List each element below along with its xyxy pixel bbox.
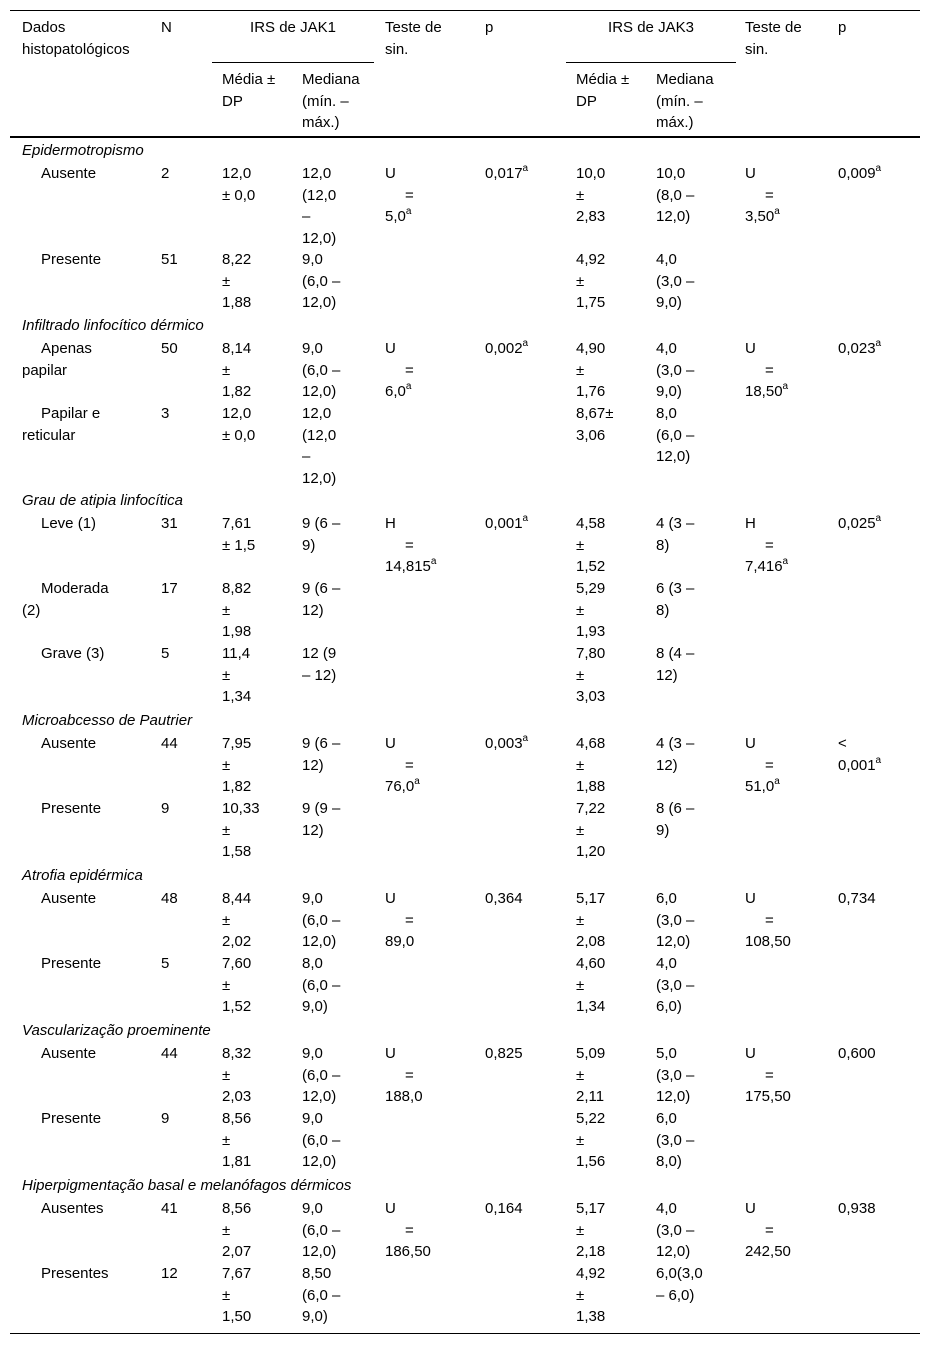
jak1-group-rule xyxy=(212,62,374,63)
header-teste-jak3: Teste de sin. xyxy=(745,19,802,58)
jak1-p-value: 0,001$^a$ xyxy=(485,513,529,532)
jak3-mean: 8,67± 3,06 xyxy=(576,405,614,444)
jak3-p-value: 0,938 xyxy=(838,1200,876,1217)
row-label: Presente xyxy=(41,251,102,268)
jak3-mean: 4,92 ± 1,38 xyxy=(576,1265,606,1325)
jak3-test-stat: H = 7,416$^a$ xyxy=(745,515,789,575)
row-label: Presentes xyxy=(41,1265,109,1282)
jak3-median: 4,0 (3,0 – 9,0) xyxy=(656,340,695,400)
jak1-p-value: 0,003$^a$ xyxy=(485,733,529,752)
row-n: 48 xyxy=(161,890,178,907)
row-label: Grave (3) xyxy=(41,645,105,662)
jak3-mean: 5,17 ± 2,18 xyxy=(576,1200,606,1260)
jak1-median: 9,0 (6,0 – 12,0) xyxy=(302,340,341,400)
header-irs-jak3: IRS de JAK3 xyxy=(608,19,694,36)
jak1-test-stat: U = 6,0$^a$ xyxy=(385,340,414,400)
jak1-test-stat: H = 14,815$^a$ xyxy=(385,515,437,575)
jak3-median: 4 (3 – 8) xyxy=(656,515,695,554)
jak3-median: 6,0 (3,0 – 12,0) xyxy=(656,890,695,950)
jak1-p-value: 0,164 xyxy=(485,1200,523,1217)
row-label: Presente xyxy=(41,955,102,972)
jak3-p-value: < 0,001$^a$ xyxy=(838,735,882,774)
section-title: Epidermotropismo xyxy=(22,142,144,159)
jak1-test-stat: U = 5,0$^a$ xyxy=(385,165,414,225)
jak1-mean: 8,22 ± 1,88 xyxy=(222,251,252,311)
header-p-jak1: p xyxy=(485,19,494,36)
jak3-median: 6,0 (3,0 – 8,0) xyxy=(656,1110,695,1170)
row-n: 5 xyxy=(161,955,170,972)
jak3-test-stat: U = 242,50 xyxy=(745,1200,791,1260)
section-title: Vascularização proeminente xyxy=(22,1022,211,1039)
jak1-mean: 7,67 ± 1,50 xyxy=(222,1265,252,1325)
header-mediana-jak3: Mediana (mín. – máx.) xyxy=(656,71,714,131)
jak3-median: 8 (6 – 9) xyxy=(656,800,695,839)
jak1-p-value: 0,825 xyxy=(485,1045,523,1062)
data-table xyxy=(10,10,920,1336)
section-title: Microabcesso de Pautrier xyxy=(22,712,193,729)
jak1-median: 9 (6 – 12) xyxy=(302,735,341,774)
jak3-mean: 4,92 ± 1,75 xyxy=(576,251,606,311)
jak1-median: 9,0 (6,0 – 12,0) xyxy=(302,1200,341,1260)
jak3-median: 8,0 (6,0 – 12,0) xyxy=(656,405,695,465)
jak1-test-stat: U = 186,50 xyxy=(385,1200,431,1260)
jak1-median: 12,0 (12,0 – 12,0) xyxy=(302,165,337,247)
jak3-test-stat: U = 175,50 xyxy=(745,1045,791,1105)
jak3-mean: 5,22 ± 1,56 xyxy=(576,1110,606,1170)
jak3-median: 4,0 (3,0 – 9,0) xyxy=(656,251,695,311)
jak3-mean: 5,17 ± 2,08 xyxy=(576,890,606,950)
row-n: 5 xyxy=(161,645,170,662)
jak3-mean: 4,58 ± 1,52 xyxy=(576,515,606,575)
jak3-mean: 5,29 ± 1,93 xyxy=(576,580,606,640)
jak1-mean: 8,56 ± 1,81 xyxy=(222,1110,252,1170)
row-n: 9 xyxy=(161,1110,170,1127)
jak3-test-stat: U = 3,50$^a$ xyxy=(745,165,780,225)
jak1-median: 9,0 (6,0 – 12,0) xyxy=(302,1045,341,1105)
row-label: Leve (1) xyxy=(41,515,97,532)
jak1-median: 9,0 (6,0 – 12,0) xyxy=(302,1110,341,1170)
row-n: 17 xyxy=(161,580,178,597)
jak1-mean: 8,14 ± 1,82 xyxy=(222,340,252,400)
jak1-mean: 10,33 ± 1,58 xyxy=(222,800,260,860)
jak1-median: 12 (9 – 12) xyxy=(302,645,337,684)
jak3-p-value: 0,023$^a$ xyxy=(838,338,882,357)
jak3-mean: 10,0 ± 2,83 xyxy=(576,165,606,225)
jak1-mean: 8,56 ± 2,07 xyxy=(222,1200,252,1260)
row-n: 44 xyxy=(161,735,178,752)
row-n: 44 xyxy=(161,1045,178,1062)
jak3-median: 10,0 (8,0 – 12,0) xyxy=(656,165,695,225)
jak1-median: 9 (6 – 9) xyxy=(302,515,341,554)
row-label: Ausente xyxy=(41,890,97,907)
row-n: 12 xyxy=(161,1265,178,1282)
header-p-jak3: p xyxy=(838,19,847,36)
jak3-test-stat: U = 18,50$^a$ xyxy=(745,340,789,400)
jak1-median: 9 (9 – 12) xyxy=(302,800,341,839)
jak1-median: 12,0 (12,0 – 12,0) xyxy=(302,405,337,487)
jak1-mean: 7,60 ± 1,52 xyxy=(222,955,252,1015)
row-label: Ausente xyxy=(41,1045,97,1062)
jak1-mean: 8,82 ± 1,98 xyxy=(222,580,252,640)
row-label: Apenas papilar xyxy=(22,340,92,379)
jak3-mean: 7,22 ± 1,20 xyxy=(576,800,606,860)
jak1-mean: 8,32 ± 2,03 xyxy=(222,1045,252,1105)
jak3-test-stat: U = 108,50 xyxy=(745,890,791,950)
jak3-median: 5,0 (3,0 – 12,0) xyxy=(656,1045,695,1105)
row-label: Ausente xyxy=(41,165,97,182)
row-label: Moderada (2) xyxy=(22,580,109,619)
jak1-p-value: 0,364 xyxy=(485,890,523,907)
jak1-mean: 11,4 ± 1,34 xyxy=(222,645,252,705)
jak1-mean: 7,95 ± 1,82 xyxy=(222,735,252,795)
jak3-mean: 5,09 ± 2,11 xyxy=(576,1045,606,1105)
jak3-median: 4,0 (3,0 – 12,0) xyxy=(656,1200,695,1260)
section-title: Atrofia epidérmica xyxy=(22,867,143,884)
section-title: Grau de atipia linfocítica xyxy=(22,492,183,509)
row-n: 9 xyxy=(161,800,170,817)
jak3-group-rule xyxy=(566,62,736,63)
jak3-median: 6,0(3,0 – 6,0) xyxy=(656,1265,703,1304)
jak3-median: 8 (4 – 12) xyxy=(656,645,695,684)
jak3-median: 4 (3 – 12) xyxy=(656,735,695,774)
jak1-test-stat: U = 188,0 xyxy=(385,1045,423,1105)
jak3-mean: 7,80 ± 3,03 xyxy=(576,645,606,705)
jak1-mean: 12,0 ± 0,0 xyxy=(222,405,256,444)
jak1-mean: 12,0 ± 0,0 xyxy=(222,165,256,204)
jak1-median: 9,0 (6,0 – 12,0) xyxy=(302,890,341,950)
header-dados: Dados histopatológicos xyxy=(22,19,130,58)
jak1-median: 9,0 (6,0 – 12,0) xyxy=(302,251,341,311)
jak1-test-stat: U = 76,0$^a$ xyxy=(385,735,420,795)
row-label: Ausentes xyxy=(41,1200,104,1217)
row-label: Ausente xyxy=(41,735,97,752)
row-label: Presente xyxy=(41,1110,102,1127)
row-n: 50 xyxy=(161,340,178,357)
jak3-mean: 4,68 ± 1,88 xyxy=(576,735,606,795)
jak3-p-value: 0,009$^a$ xyxy=(838,163,882,182)
jak3-p-value: 0,600 xyxy=(838,1045,876,1062)
jak1-median: 9 (6 – 12) xyxy=(302,580,341,619)
jak1-median: 8,0 (6,0 – 9,0) xyxy=(302,955,341,1015)
row-n: 41 xyxy=(161,1200,178,1217)
row-label: Papilar e reticular xyxy=(22,405,101,444)
jak1-mean: 7,61 ± 1,5 xyxy=(222,515,256,554)
jak1-p-value: 0,002$^a$ xyxy=(485,338,529,357)
jak1-mean: 8,44 ± 2,02 xyxy=(222,890,252,950)
header-n: N xyxy=(161,19,172,36)
row-label: Presente xyxy=(41,800,102,817)
row-n: 31 xyxy=(161,515,178,532)
header-irs-jak1: IRS de JAK1 xyxy=(250,19,336,36)
jak3-median: 6 (3 – 8) xyxy=(656,580,695,619)
header-media-jak3: Média ± DP xyxy=(576,71,630,110)
jak3-mean: 4,60 ± 1,34 xyxy=(576,955,606,1015)
header-teste-jak1: Teste de sin. xyxy=(385,19,442,58)
jak1-p-value: 0,017$^a$ xyxy=(485,163,529,182)
jak3-median: 4,0 (3,0 – 6,0) xyxy=(656,955,695,1015)
section-title: Infiltrado linfocítico dérmico xyxy=(22,317,204,334)
jak3-p-value: 0,734 xyxy=(838,890,876,907)
header-mediana-jak1: Mediana (mín. – máx.) xyxy=(302,71,360,131)
bottom-rule xyxy=(10,1333,920,1334)
row-n: 51 xyxy=(161,251,178,268)
jak3-p-value: 0,025$^a$ xyxy=(838,513,882,532)
jak1-median: 8,50 (6,0 – 9,0) xyxy=(302,1265,341,1325)
row-n: 3 xyxy=(161,405,170,422)
header-rule xyxy=(10,136,920,138)
jak3-test-stat: U = 51,0$^a$ xyxy=(745,735,780,795)
header-media-jak1: Média ± DP xyxy=(222,71,276,110)
section-title: Hiperpigmentação basal e melanófagos dérmicos xyxy=(22,1177,352,1194)
top-rule xyxy=(10,10,920,11)
row-n: 2 xyxy=(161,165,170,182)
jak1-test-stat: U = 89,0 xyxy=(385,890,415,950)
jak3-mean: 4,90 ± 1,76 xyxy=(576,340,606,400)
